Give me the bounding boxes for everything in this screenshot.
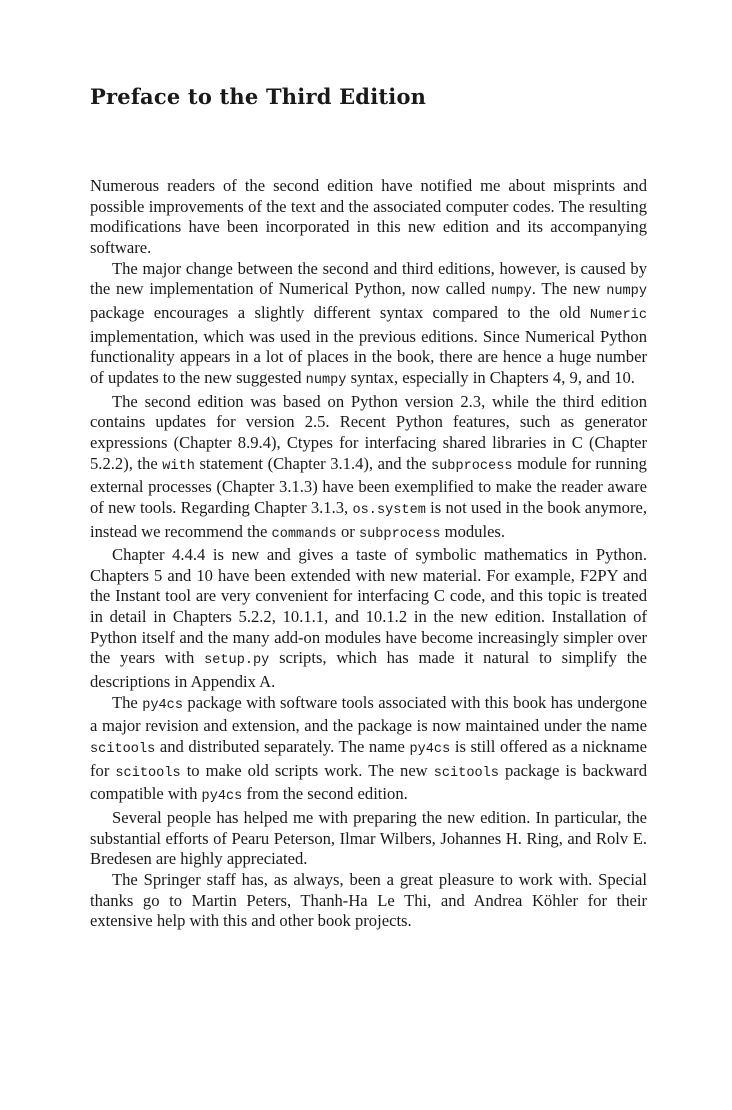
paragraph-3: The second edition was based on Python version 2.3, while the third edition contains updates for version 2.5. Recent Python features, such as generator expressions (Chapter 8.9.4), Ctypes for interfacing shared libraries in C (Chapter 5.2.2), the with statement (Chapter 3.1.4), and the subprocess module for running external processes (Chapter 3.1.3) have been exemplified to make the reader aware of new tools. Regarding Chapter 3.1.3, os.system is not used in the book anymore, instead we recommend the commands or subprocess modules. [90, 391, 648, 542]
paragraph-4: Chapter 4.4.4 is new and gives a taste of symbolic mathematics in Python. Chapters 5 and 10 have been extended with new material. For example, F2PY and the Instant tool are very convenient for interfacing C code, and this topic is treated in detail in Chapters 5.2.2, 10.1.1, and 10.1.2 in the new edition. Installation of Python itself and the many add-on modules have become increasingly simpler over the years with setup.py scripts, which has made it natural to simplify the descriptions in Appendix A. [90, 545, 648, 692]
inline-code: Numeric [589, 307, 647, 323]
inline-code: subprocess [358, 526, 441, 542]
inline-code: py4cs [142, 697, 183, 713]
paragraph-2: The major change between the second and third editions, however, is caused by the new implementation of Numerical Python, now called numpy. The new numpy package encourages a slightly different syntax compared to the old Numeric implementation, which was used in the previous editions. Since Numerical Python functionality appears in a lot of places in the book, there are hence a huge number of updates to the new suggested numpy syntax, especially in Chapters 4, 9, and 10. [90, 258, 647, 388]
inline-code: scitools [433, 765, 499, 781]
paragraph-7: The Springer staff has, as always, been a great pleasure to work with. Special thanks go to Martin Peters, Thanh-Ha Le Thi, and Andrea Köhler for their extensive help with this and other book projects. [90, 870, 647, 931]
inline-code: py4cs [201, 789, 243, 805]
preface-body [90, 176, 647, 932]
paragraph-5: The py4cs package with software tools associated with this book has undergone a major revision and extension, and the package is now maintained under the name scitools and distributed separately. The name py4cs is still offered as a nickname for scitools to make old scripts work. The new scitools package is backward compatible with py4cs from the second edition. [90, 692, 647, 805]
inline-code: numpy [305, 372, 347, 388]
inline-code: os.system [352, 502, 426, 518]
inline-code: numpy [606, 284, 647, 300]
inline-code: commands [271, 526, 337, 542]
paragraph-6: Several people has helped me with preparing the new edition. In particular, the substantial efforts of Pearu Peterson, Ilmar Wilbers, Johannes H. Ring, and Rolv E. Bredesen are highly appreciated. [90, 808, 647, 869]
inline-code: scitools [115, 765, 181, 781]
page-title: Preface to the Third Edition [90, 84, 427, 109]
inline-code: subprocess [430, 458, 513, 474]
inline-code: py4cs [409, 742, 451, 758]
inline-code: scitools [90, 742, 156, 758]
inline-code: numpy [490, 284, 532, 300]
paragraph-1: Numerous readers of the second edition have notified me about misprints and possible improvements of the text and the associated computer codes. The resulting modifications have been incorporated in this new edition and its accompanying software. [90, 176, 647, 257]
inline-code: with [162, 458, 195, 474]
inline-code: setup.py [204, 653, 270, 669]
